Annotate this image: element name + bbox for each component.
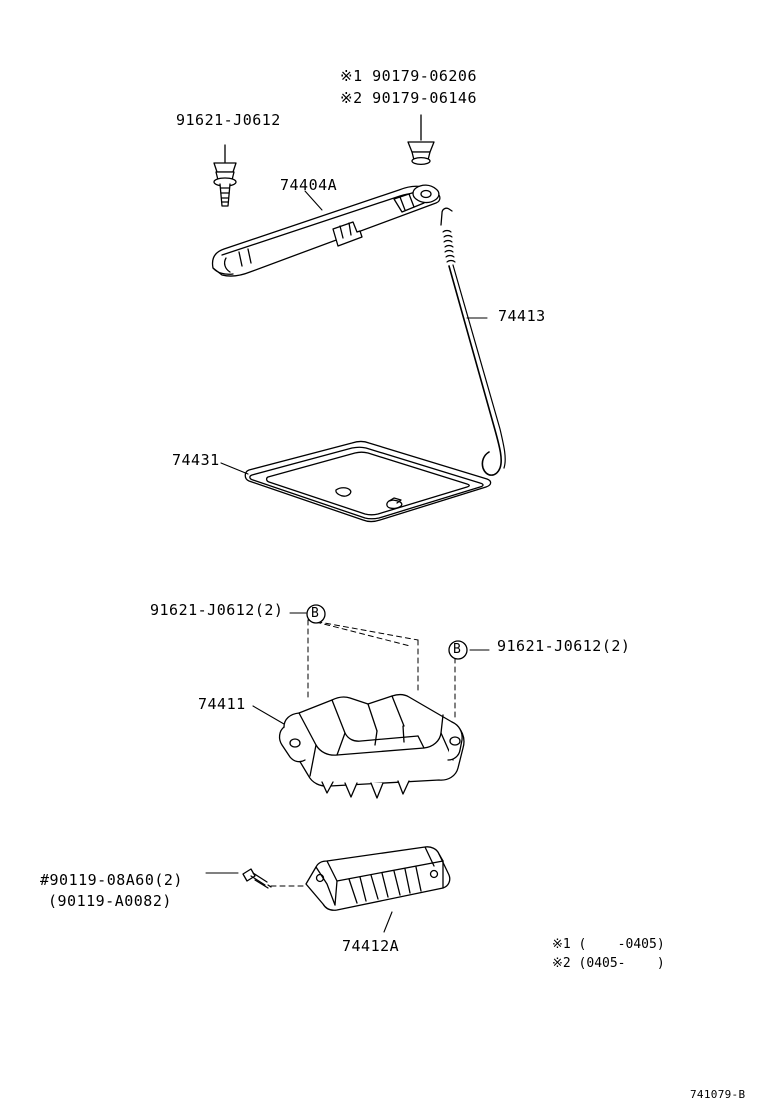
callout-circles-illustration xyxy=(307,605,467,659)
part-label-hold-down-rod: 74413 xyxy=(498,307,546,325)
footnote-1: ※1 ( -0405) xyxy=(552,937,665,952)
footnote-2: ※2 (0405- ) xyxy=(552,956,665,971)
part-label-nut-note-1: ※1 90179-06206 xyxy=(340,67,477,85)
part-label-nut-note-2: ※2 90179-06146 xyxy=(340,89,477,107)
part-label-battery-carrier: 74411 xyxy=(198,695,246,713)
part-label-screw-90119-alt: (90119-A0082) xyxy=(48,892,172,910)
callout-b-right-label: B xyxy=(453,642,462,657)
diagram-footer-code: 741079-B xyxy=(690,1088,746,1101)
part-label-bolt-right-qty2: 91621-J0612(2) xyxy=(497,637,631,655)
part-label-bolt-left-qty2: 91621-J0612(2) xyxy=(150,601,284,619)
nut-top-illustration xyxy=(408,115,434,164)
callout-b-left-label: B xyxy=(311,606,320,621)
part-label-screw-90119: #90119-08A60(2) xyxy=(40,871,183,889)
part-label-battery-tray-pad: 74431 xyxy=(172,451,220,469)
hold-down-rod-74413-illustration xyxy=(441,208,505,475)
part-label-battery-spacer: 74412A xyxy=(342,937,400,955)
part-label-bolt-top-left: 91621-J0612 xyxy=(176,111,281,129)
battery-spacer-74412a-illustration xyxy=(306,847,450,910)
screw-90119-illustration xyxy=(243,869,303,888)
battery-clamp-74404a-illustration xyxy=(212,185,439,276)
battery-carrier-74411-illustration xyxy=(280,695,464,798)
battery-tray-pad-74431-illustration xyxy=(245,442,490,522)
part-label-clamp-upper: 74404A xyxy=(280,176,338,194)
bolt-top-left-illustration xyxy=(214,145,236,206)
